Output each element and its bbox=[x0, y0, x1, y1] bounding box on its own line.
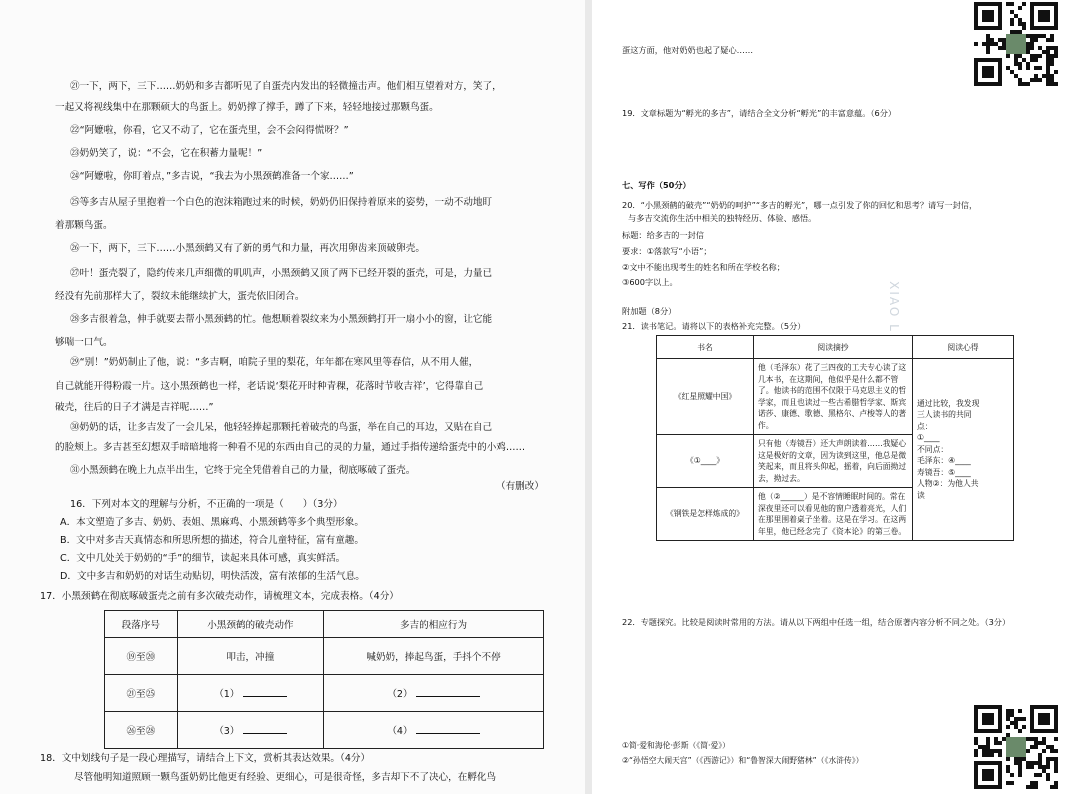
table-row bbox=[657, 359, 1014, 435]
q22-option-1: ①简·爱和海伦·彭斯（《简·爱》） bbox=[622, 741, 730, 750]
q17-answer-cell: （1） bbox=[177, 675, 323, 712]
q21-stem: 21．读书笔记。请将以下的表格补充完整。（5分） bbox=[622, 321, 806, 331]
story-paragraph: 经没有先前那样大了，裂纹未能继续扩大，蛋壳依旧闭合。 bbox=[55, 291, 305, 302]
q20-line: ②文中不能出现考生的姓名和所在学校名称； bbox=[622, 262, 785, 272]
story-paragraph: 着那颗鸟蛋。 bbox=[55, 220, 113, 231]
q17-header: 小黑颈鹤的破壳动作 bbox=[177, 611, 323, 638]
table-row bbox=[105, 638, 544, 675]
q17-stem: 17．小黑颈鹤在彻底啄破蛋壳之前有多次破壳动作，请梳理文本，完成表格。（4分） bbox=[40, 591, 399, 602]
q18-text: 尽管他明知道照顾一颗鸟蛋奶奶比他更有经验、更细心，可是很奇怪，多吉却下不了决心，在孵化鸟 bbox=[74, 772, 497, 783]
story-paragraph: 自己就能开得粉霞一片。这小黑颈鹤也一样，老话说‘梨花开时种青稞，花落时节收吉祥’，它得靠自己 bbox=[55, 381, 484, 392]
q21-book: 《钢铁是怎样炼成的》 bbox=[657, 488, 754, 541]
page-gutter bbox=[585, 0, 592, 794]
story-paragraph: ㉘多吉很着急，伸手就要去帮小黑颈鹤的忙。他想顺着裂纹来为小黑颈鹤打开一扇小小的窗，让它能 bbox=[70, 314, 493, 325]
q17-answer-cell: （2） bbox=[324, 675, 544, 712]
q21-book: 《红星照耀中国》 bbox=[657, 359, 754, 435]
q22-option-2: ②“孙悟空大闹天宫”（《西游记》）和“鲁智深大闹野猪林”（《水浒传》） bbox=[622, 756, 864, 765]
story-paragraph: ㉔“阿嬷啦，你盯着点，”多吉说，“我去为小黑颈鹤准备一个家……” bbox=[70, 171, 354, 182]
q21-header: 阅读心得 bbox=[913, 336, 1014, 359]
story-paragraph: ㉓奶奶笑了，说：“不会，它在积蓄力量呢！” bbox=[70, 148, 263, 159]
q16-stem: 16．下列对本文的理解与分析，不正确的一项是（ ）（3分） bbox=[70, 499, 343, 510]
q17-cell: ⑲至⑳ bbox=[105, 638, 178, 675]
q20-line: ③600字以上。 bbox=[622, 277, 678, 287]
q16-option-b: B．文中对多吉天真情态和所思所想的描述，符合儿童特征，富有童趣。 bbox=[60, 535, 364, 546]
q17-cell: ㉖至㉘ bbox=[105, 712, 178, 749]
watermark-text: XIAO L bbox=[886, 281, 901, 333]
story-paragraph: ㉗叶！蛋壳裂了，隐约传来几声细微的叽叽声，小黑颈鹤又顶了两下已经开裂的蛋壳，可是，力量已 bbox=[70, 268, 493, 279]
q22-stem: 22．专题探究。比较是阅读时常用的方法。请从以下两组中任选一组，结合原著内容分析不同之处。（3分） bbox=[622, 617, 1011, 627]
q17-answer-cell: （4） bbox=[324, 712, 544, 749]
q21-excerpt: 只有他（寿镜吾）还大声朗读着……我疑心这是极好的文章，因为读到这里，他总是微笑起来，而且将头仰起，摇着，向后面拗过去，拗过去。 bbox=[754, 435, 913, 488]
q21-table bbox=[656, 335, 1014, 541]
qr-code-bottom bbox=[972, 705, 1060, 789]
q16-option-d: D．文中多吉和奶奶的对话生动贴切，明快活泼，富有浓郁的生活气息。 bbox=[60, 571, 365, 582]
q17-header: 段落序号 bbox=[105, 611, 178, 638]
continued-text: 蛋这方面，他对奶奶也起了疑心…… bbox=[622, 45, 754, 55]
q21-book: 《①____》 bbox=[657, 435, 754, 488]
q20-line: 标题：给多吉的一封信 bbox=[622, 230, 704, 240]
qr-code-top bbox=[972, 2, 1060, 86]
story-paragraph: ㉙“别！”奶奶制止了他，说：“多吉啊，咱院子里的梨花，年年都在寒风里等春信，从不用人催， bbox=[70, 357, 479, 368]
extra-section-title: 附加题（8分） bbox=[622, 306, 677, 316]
q20-line: 要求：①落款写“小语”； bbox=[622, 246, 712, 256]
story-paragraph: ㉒“阿嬷啦，你看，它又不动了，它在蛋壳里，会不会闷得慌呀？” bbox=[70, 125, 349, 136]
q17-cell: 喊奶奶，捧起鸟蛋，手抖个不停 bbox=[324, 638, 544, 675]
q18-stem: 18．文中划线句子是一段心理描写，请结合上下文，赏析其表达效果。（4分） bbox=[40, 753, 371, 764]
table-row bbox=[105, 675, 544, 712]
story-paragraph: 的脸颊上。多吉甚至幻想双手暗暗地将一种看不见的东西由自己的灵的力量，通过手指传递给蛋壳中的小鸡…… bbox=[55, 442, 526, 453]
q21-excerpt: 他（②______）是不容情睡眠时间的。常在深夜里还可以看见他的窗户透着亮光，人们在那里围着桌子坐着。这是在学习。在这两年里，他已经念完了《资本论》的第三卷。 bbox=[754, 488, 913, 541]
table-row bbox=[105, 712, 544, 749]
q21-header: 书名 bbox=[657, 336, 754, 359]
q19-stem: 19．文章标题为“孵光的多吉”，请结合全文分析“孵光”的丰富意蕴。（6分） bbox=[622, 108, 897, 118]
q16-option-c: C．文中几处关于奶奶的“手”的细节，读起来具体可感，真实鲜活。 bbox=[60, 553, 346, 564]
q17-header: 多吉的相应行为 bbox=[324, 611, 544, 638]
story-paragraph: 破壳，往后的日子才满是吉祥呢……” bbox=[55, 402, 214, 413]
story-paragraph: ㉕等多吉从屋子里抱着一个白色的泡沫箱跑过来的时候，奶奶仍旧保持着原来的姿势，一动不动地盯 bbox=[70, 197, 493, 208]
story-paragraph: ㉑一下，两下，三下……奶奶和多吉都听见了自蛋壳内发出的轻微撞击声。他们相互望着对方，笑了， bbox=[70, 81, 502, 92]
q21-excerpt: 他（毛泽东）花了三四夜的工夫专心读了这几本书，在这期间，他似乎是什么都不管了。他读书的范围不仅限于马克思主义的哲学家，而且也读过一些古希腊哲学家、斯宾诺莎、康德、歌德、黑格尔、卢梭等人的著作。 bbox=[754, 359, 913, 435]
story-paragraph: ㉚奶奶的话，让多吉发了一会儿呆，他轻轻捧起那颗托着破壳的鸟蛋，举在自己的耳边，又贴在自己 bbox=[70, 422, 493, 433]
q21-note: 通过比较，我发现 三人读书的共同 点： ①____ 不同点： 毛泽东：④____ 寿镜吾：⑤____ 人物②：为他人共 读 bbox=[913, 359, 1014, 541]
story-paragraph: ㉛小黑颈鹤在晚上九点半出生，它终于完全凭借着自己的力量，彻底啄破了蛋壳。 bbox=[70, 465, 416, 476]
qr-code-icon bbox=[972, 705, 1060, 789]
q17-answer-cell: （3） bbox=[177, 712, 323, 749]
q16-option-a: A．本文塑造了多吉、奶奶、表姐、黑麻鸡、小黑颈鹤等多个典型形象。 bbox=[60, 517, 364, 528]
story-paragraph: 一起又将视线集中在那颗硕大的鸟蛋上。奶奶撑了撑手，蹲了下来，轻轻地接过那颗鸟蛋。 bbox=[55, 102, 439, 113]
q17-cell: ㉑至㉕ bbox=[105, 675, 178, 712]
q17-cell: 叩击，冲撞 bbox=[177, 638, 323, 675]
q21-header: 阅读摘抄 bbox=[754, 336, 913, 359]
source-note: （有删改） bbox=[496, 481, 544, 492]
story-paragraph: ㉖一下，两下，三下……小黑颈鹤又有了新的勇气和力量，再次用卵齿来顶破卵壳。 bbox=[70, 243, 425, 254]
qr-code-icon bbox=[972, 2, 1060, 86]
q17-table bbox=[104, 610, 544, 749]
q20-line: 20．“小黑颈鹤的破壳”“奶奶的呵护”“多吉的孵光”，哪一点引发了你的回忆和思考？请写一封信， bbox=[622, 200, 978, 210]
section-writing-title: 七、写作（50分） bbox=[622, 180, 691, 190]
q20-line: 与多吉交流你生活中相关的独特经历、体验、感悟。 bbox=[628, 213, 817, 223]
story-paragraph: 够喘一口气。 bbox=[55, 337, 113, 348]
